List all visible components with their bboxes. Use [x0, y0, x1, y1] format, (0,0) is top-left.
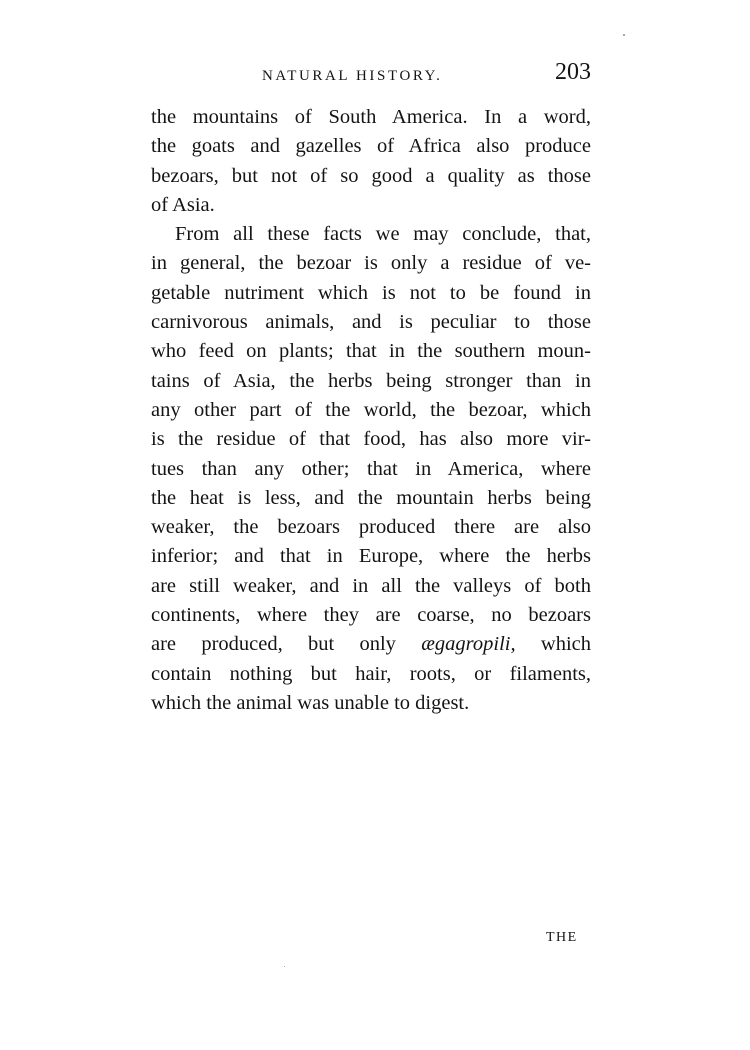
text-fragment: are produced, but only [151, 633, 422, 656]
text-line: of Asia. [151, 193, 215, 216]
text-line: contain nothing but hair, roots, or filaments, [151, 662, 591, 685]
text-line: carnivorous animals, and is peculiar to those [151, 311, 591, 334]
text-line: weaker, the bezoars produced there are also [151, 516, 591, 539]
text-line: in general, the bezoar is only a residue of ve- [151, 252, 591, 275]
text-line: is the residue of that food, has also more vir- [151, 428, 591, 451]
text-line: the goats and gazelles of Africa also produce [151, 135, 591, 158]
body-text [151, 103, 591, 718]
text-line: inferior; and that in Europe, where the herbs [151, 545, 591, 568]
text-line: From all these facts we may conclude, that, [175, 223, 591, 246]
italic-term: ægagropili, [421, 633, 516, 656]
text-line: who feed on plants; that in the southern moun- [151, 340, 591, 363]
text-line: bezoars, but not of so good a quality as those [151, 164, 591, 187]
text-line: tues than any other; that in America, where [151, 457, 591, 480]
text-line: the heat is less, and the mountain herbs being [151, 486, 591, 509]
text-line: continents, where they are coarse, no bezoars [151, 604, 591, 627]
paper-speck [623, 34, 625, 36]
text-line: getable nutriment which is not to be found in [151, 281, 591, 304]
running-head: NATURAL HISTORY. [262, 68, 443, 84]
text-line: tains of Asia, the herbs being stronger than in [151, 369, 591, 392]
paper-speck [284, 966, 285, 967]
text-line: any other part of the world, the bezoar, which [151, 398, 591, 421]
text-line-with-italic [151, 630, 591, 659]
text-fragment: which [515, 633, 591, 656]
page-number: 203 [555, 59, 591, 85]
text-line: which the animal was unable to digest. [151, 691, 470, 714]
text-line: are still weaker, and in all the valleys of both [151, 574, 591, 597]
text-line: the mountains of South America. In a word, [151, 106, 591, 128]
catchword: THE [546, 930, 578, 945]
